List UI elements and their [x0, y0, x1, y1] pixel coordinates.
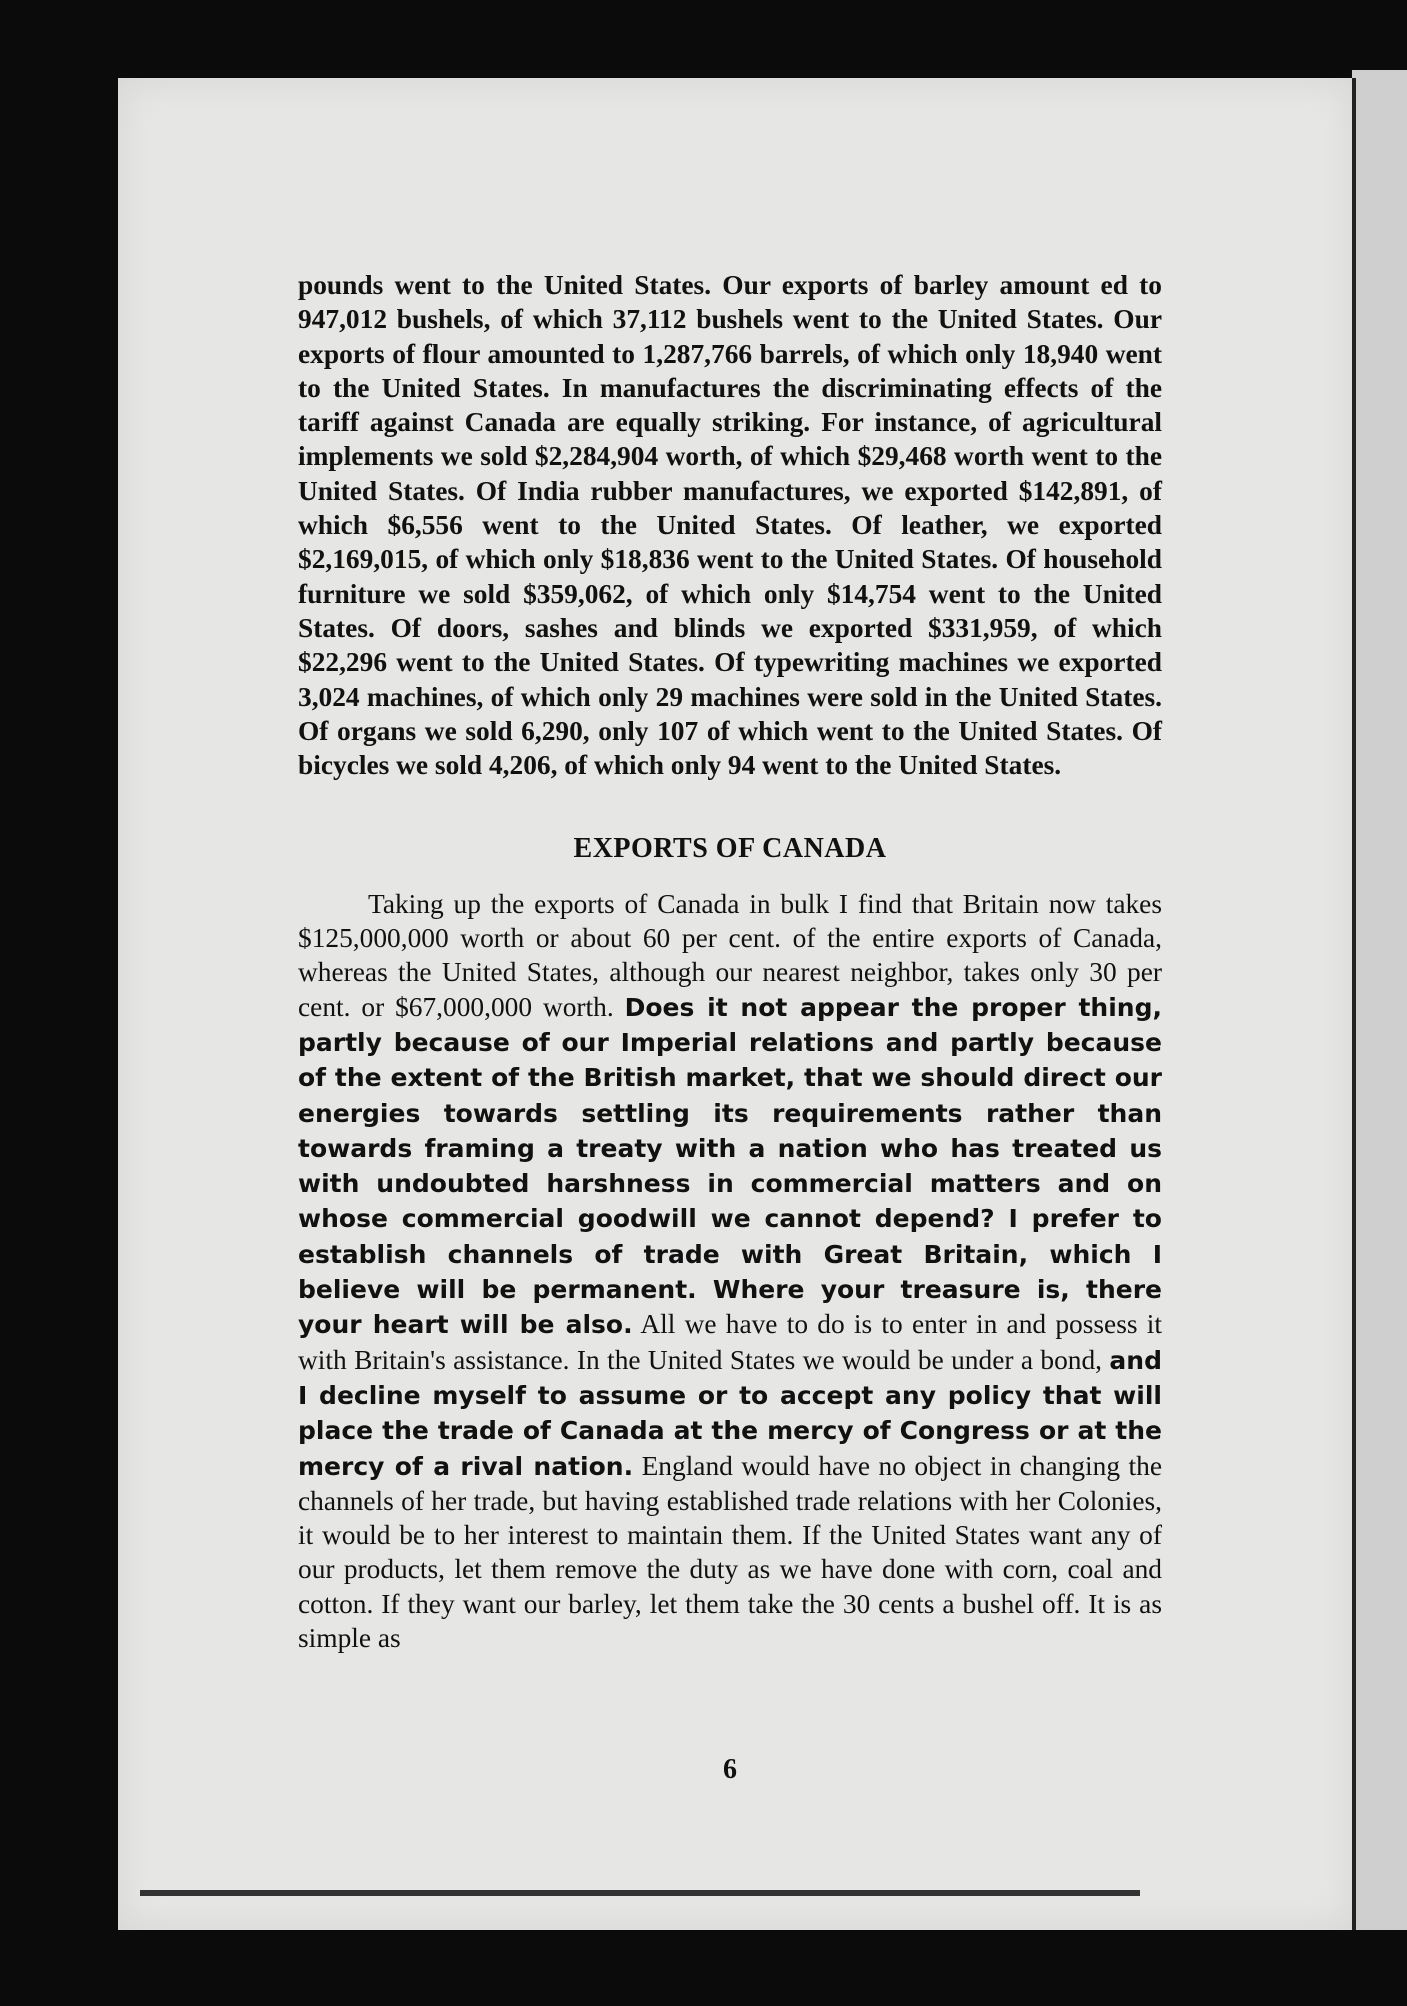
continued-paragraph: pounds went to the United States. Our exports of barley amount ed to 947,012 bushels, of which 37,112 bushels went to the United States. Our exports of flour amounted to 1,287,766 barrels, of which only 18,940 went to the United States. In manufactures the discriminating effects of the tariff against Canada are equally striking. For instance, of agricultural implements we sold $2,284,904 worth, of which $29,468 worth went to the United States. Of India rubber manufactures, we exported $142,891, of which $6,556 went to the United States. Of leather, we exported $2,169,015, of which only $18,836 went to the United States. Of household furniture we sold $359,062, of which only $14,754 went to the United States. Of doors, sashes and blinds we exported $331,959, of which $22,296 went to the United States. Of typewriting machines we exported 3,024 machines, of which only 29 machines were sold in the United States. Of organs we sold 6,290, only 107 of which went to the United States. Of bicycles we sold 4,206, of which only 94 went to the United States. [298, 270, 1162, 781]
paragraph-text: Taking up the exports of Canada in bulk I find that Britain now takes $125,000,000 worth or about 60 per cent. of the entire exports of Canada, whereas the United States, although our nearest neighbor, takes only 30 per cent. or $67,000,000 worth. [298, 888, 1162, 1022]
paragraph-text: All we have to do is to enter in and possess it with Britain's assistance. In the United States we would be under a bond, [298, 1309, 1162, 1375]
paragraph-emphasis: and I decline myself to assume or to accept any policy that will place the trade of Canada at the mercy of Congress or at the mercy of a rival nation. [298, 1345, 1162, 1481]
facing-page-edge [1352, 70, 1407, 1930]
page-number: 6 [723, 1754, 737, 1785]
section-paragraph [298, 887, 1162, 1656]
page-fold [1352, 78, 1356, 1930]
page-body [298, 268, 1162, 1655]
paragraph-emphasis: Does it not appear the proper thing, partly because of our Imperial relations and partly because of the extent of the British market, that we should direct our energies towards settling its requirements rather than towards framing a treaty with a nation who has treated us with undoubted harshness in commercial matters and on whose commercial goodwill we cannot depend? I prefer to establish channels of trade with Great Britain, which I believe will be permanent. Where your treasure is, there your heart will be also. [298, 992, 1162, 1340]
page-bottom-edge [140, 1890, 1140, 1896]
section-heading: EXPORTS OF CANADA [573, 833, 887, 865]
paragraph-text: England would have no object in changing the channels of her trade, but having established trade relations with her Colonies, it would be to her interest to maintain them. If the United States want any of our products, let them remove the duty as we have done with corn, coal and cotton. If they want our barley, let them take the 30 cents a bushel off. It is as simple as [298, 1450, 1162, 1653]
